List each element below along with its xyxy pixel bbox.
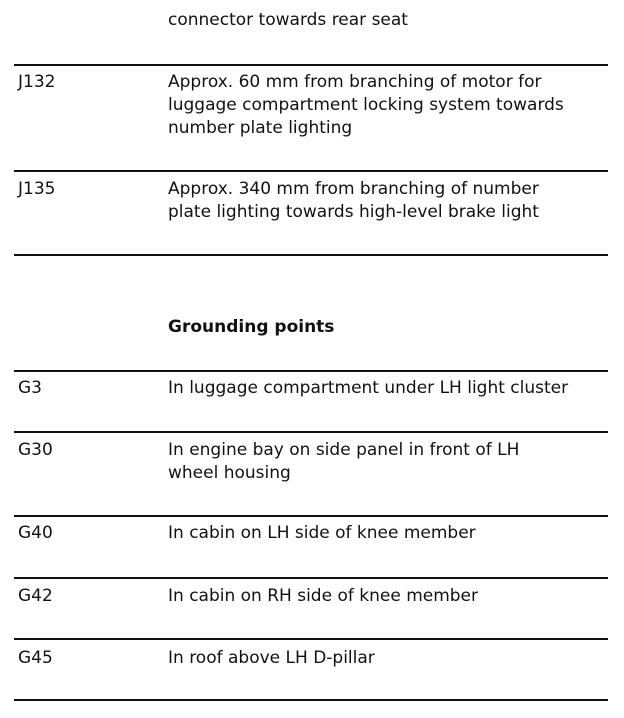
table-divider [14,431,608,433]
ground-code: G30 [18,440,53,460]
continued-description [168,9,616,32]
description-line: plate lighting towards high-level brake light [168,202,539,222]
ground-description [168,647,616,670]
junction-code: J135 [18,179,56,199]
table-divider [14,254,608,256]
table-divider [14,515,608,517]
description-line: In cabin on RH side of knee member [168,586,479,606]
junction-code: J132 [18,72,56,92]
description-line: Approx. 60 mm from branching of motor for [168,72,542,92]
description-line: number plate lighting [168,118,353,138]
description-line: Approx. 340 mm from branching of number [168,179,539,199]
ground-code: G3 [18,378,42,398]
description-line: connector towards rear seat [168,10,408,30]
table-divider [14,699,608,701]
ground-description [168,522,616,545]
table-divider [14,170,608,172]
table-divider [14,64,608,66]
description-line: In luggage compartment under LH light cluster [168,378,569,398]
table-divider [14,577,608,579]
description-line: In roof above LH D-pillar [168,648,375,668]
ground-code: G42 [18,586,53,606]
section-heading: Grounding points [168,317,335,337]
junction-description [168,178,616,224]
description-line: In cabin on LH side of knee member [168,523,476,543]
junction-description [168,71,616,140]
description-line: wheel housing [168,463,291,483]
ground-description [168,377,616,400]
ground-code: G45 [18,648,53,668]
description-line: luggage compartment locking system towards [168,95,564,115]
description-line: In engine bay on side panel in front of LH [168,440,520,460]
ground-code: G40 [18,523,53,543]
ground-description [168,585,616,608]
table-divider [14,638,608,640]
table-divider [14,370,608,372]
ground-description [168,439,616,485]
